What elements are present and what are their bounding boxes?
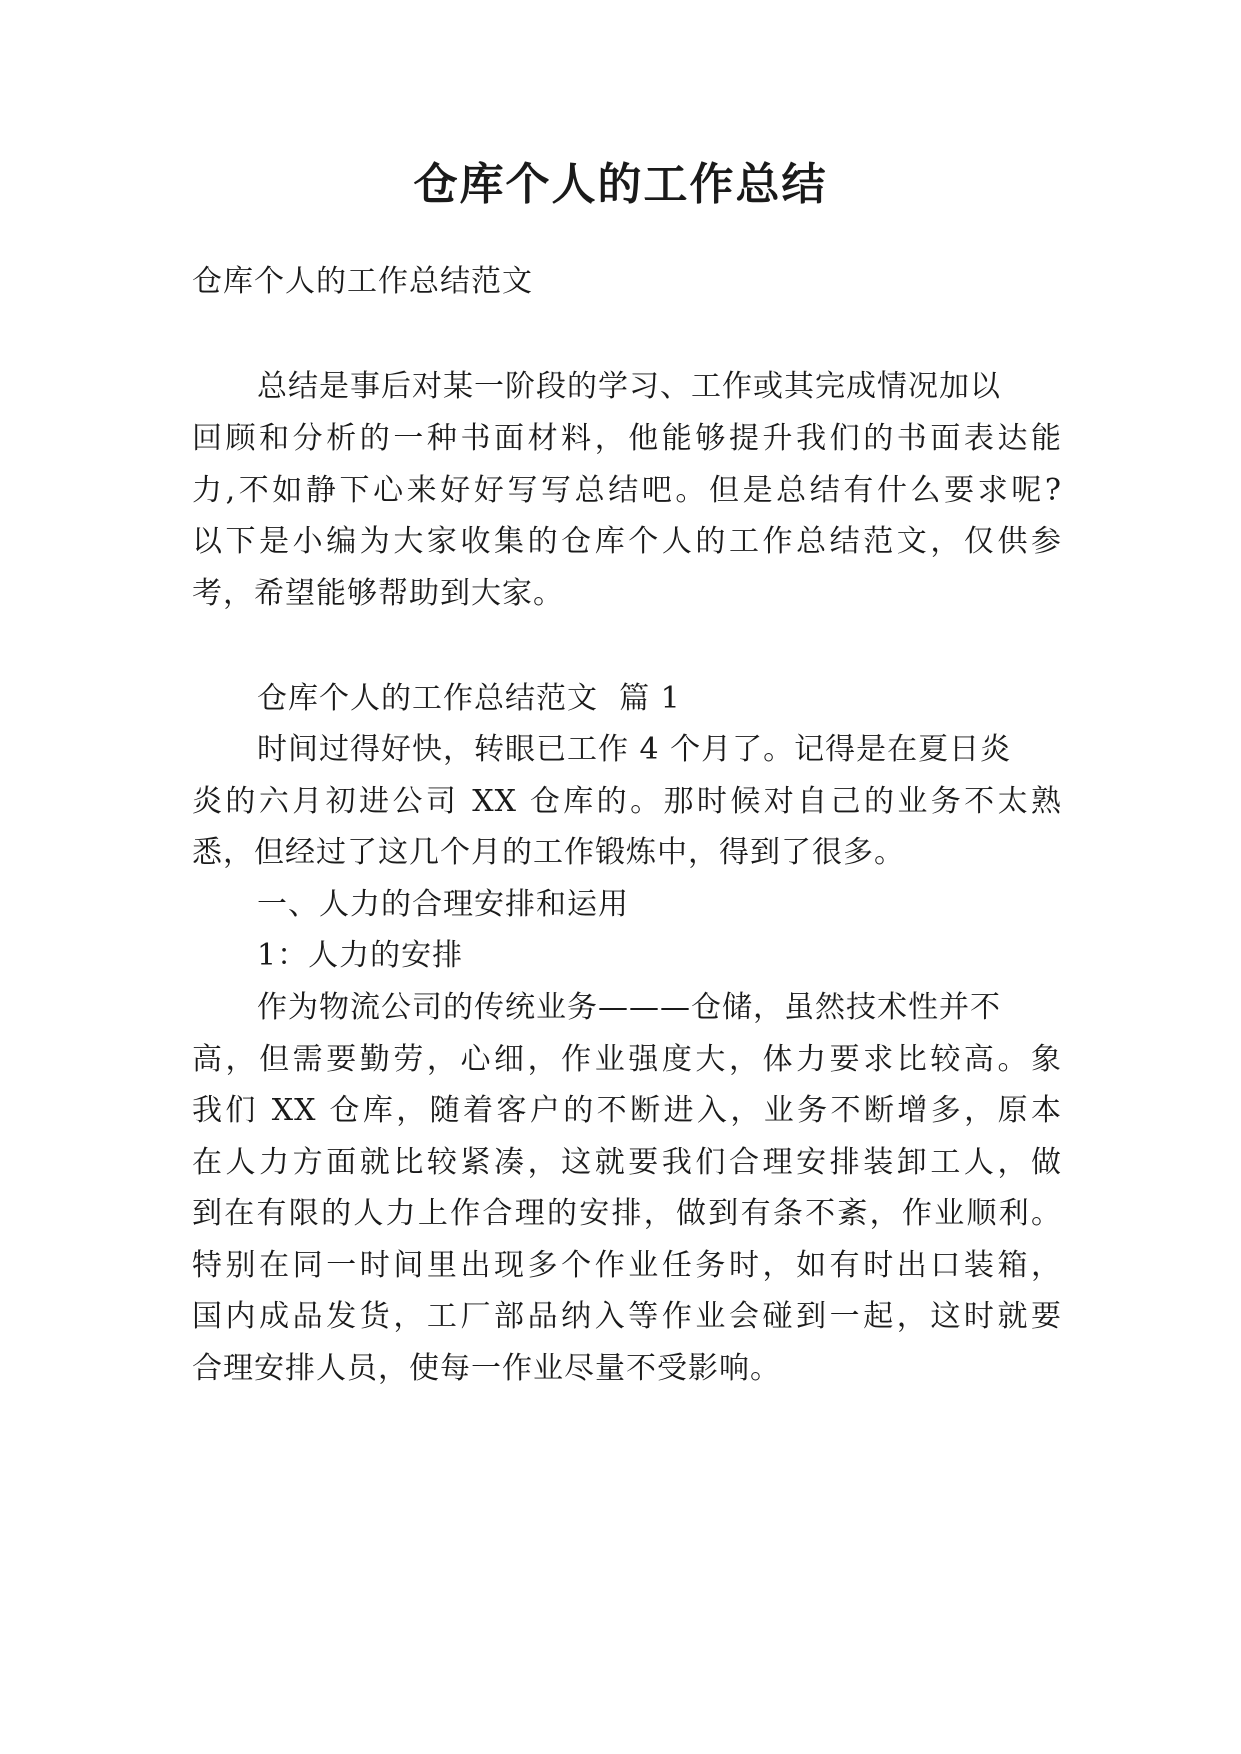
document-title: 仓库个人的工作总结	[413, 159, 828, 210]
document-subtitle: 仓库个人的工作总结范文	[192, 264, 533, 299]
paragraph-line: 我们 XX 仓库，随着客户的不断进入，业务不断增多，原本	[192, 1093, 1062, 1128]
paragraph-line: 特别在同一时间里出现多个作业任务时，如有时出口装箱，	[192, 1248, 1062, 1283]
paragraph-line: 以下是小编为大家收集的仓库个人的工作总结范文，仅供参	[192, 524, 1062, 559]
paragraph-line: 回顾和分析的一种书面材料，他能够提升我们的书面表达能	[192, 421, 1062, 456]
subsection-heading: 1：人力的安排	[257, 938, 464, 973]
paragraph-line: 合理安排人员，使每一作业尽量不受影响。	[192, 1351, 781, 1386]
paragraph-line: 炎的六月初进公司 XX 仓库的。那时候对自己的业务不太熟	[192, 784, 1062, 819]
paragraph-line: 时间过得好快，转眼已工作 4 个月了。记得是在夏日炎	[257, 732, 1012, 767]
paragraph-line: 考，希望能够帮助到大家。	[192, 576, 564, 611]
paragraph-line: 国内成品发货，工厂部品纳入等作业会碰到一起，这时就要	[192, 1299, 1062, 1334]
paragraph-line: 到在有限的人力上作合理的安排，做到有条不紊，作业顺利。	[192, 1196, 1062, 1231]
paragraph-line: 作为物流公司的传统业务———仓储，虽然技术性并不	[257, 990, 1001, 1025]
paragraph-line: 在人力方面就比较紧凑，这就要我们合理安排装卸工人，做	[192, 1145, 1062, 1180]
paragraph-line: 力,不如静下心来好好写写总结吧。但是总结有什么要求呢?	[192, 473, 1062, 508]
subsection-heading: 一、人力的合理安排和运用	[257, 887, 629, 922]
paragraph-line: 总结是事后对某一阶段的学习、工作或其完成情况加以	[257, 369, 1001, 404]
paragraph-line: 悉，但经过了这几个月的工作锻炼中，得到了很多。	[192, 835, 905, 870]
paragraph-line: 高，但需要勤劳，心细，作业强度大，体力要求比较高。象	[192, 1042, 1062, 1077]
section-heading: 仓库个人的工作总结范文 篇 1	[257, 681, 681, 716]
